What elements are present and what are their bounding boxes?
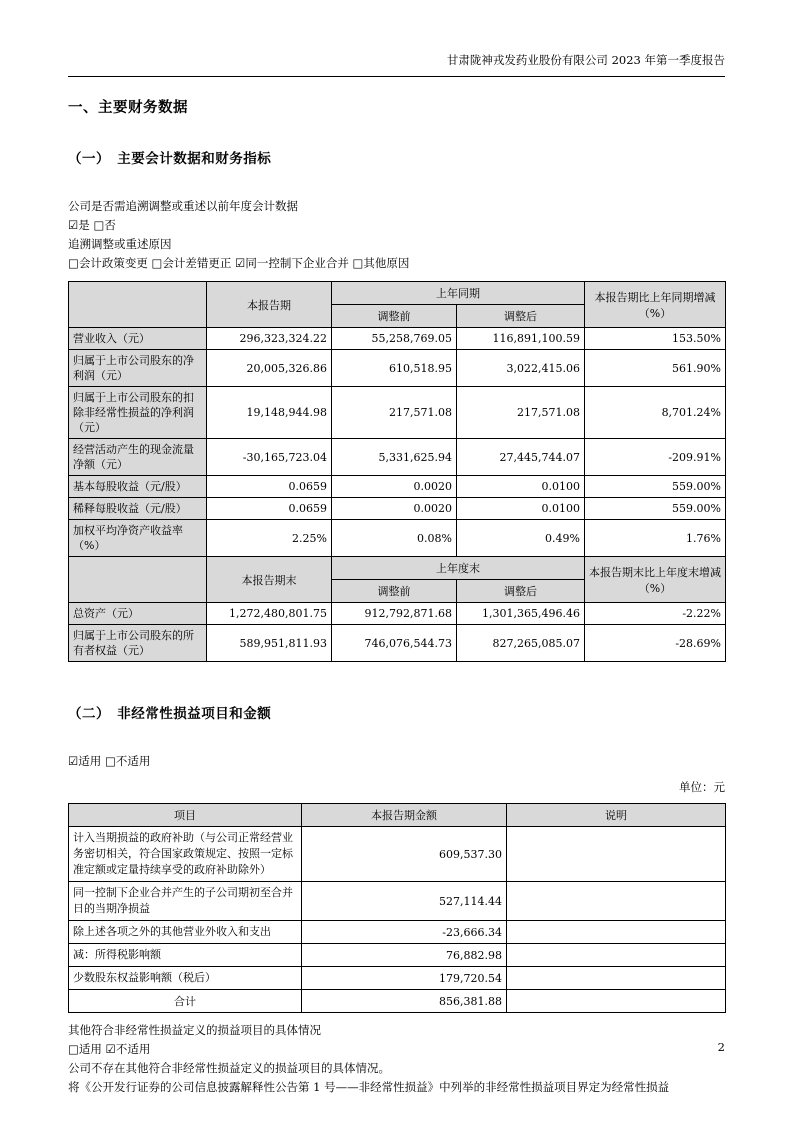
row-before: 610,518.95 xyxy=(332,350,457,387)
row-change: -28.69% xyxy=(585,625,726,662)
footnote-line-3: 公司不存在其他符合非经常性损益定义的损益项目的具体情况。 xyxy=(68,1061,390,1075)
header-before-adjust-2: 调整前 xyxy=(332,580,457,603)
row-change: 8,701.24% xyxy=(585,387,726,439)
row-label: 基本每股收益（元/股） xyxy=(69,476,207,498)
table-row xyxy=(69,350,726,387)
header-note: 说明 xyxy=(507,804,726,827)
table-row xyxy=(69,967,726,990)
table-header-row xyxy=(69,804,726,827)
header-before-adjust: 调整前 xyxy=(332,305,457,328)
main-financial-table xyxy=(68,281,726,662)
header-last-year-end: 上年度末 xyxy=(332,557,585,580)
header-current-period: 本报告期 xyxy=(207,282,332,328)
row-before: 0.0020 xyxy=(332,476,457,498)
row-after: 827,265,085.07 xyxy=(457,625,585,662)
row-before: 0.0020 xyxy=(332,498,457,520)
row-label: 归属于上市公司股东的扣除非经常性损益的净利润（元） xyxy=(69,387,207,439)
row-after: 27,445,744.07 xyxy=(457,439,585,476)
row-before: 746,076,544.73 xyxy=(332,625,457,662)
row-amount: 527,114.44 xyxy=(302,882,507,921)
nonrecurring-applicable: ☑适用 □不适用 xyxy=(68,754,151,768)
header-divider xyxy=(68,76,725,77)
table-row xyxy=(69,882,726,921)
row-note xyxy=(507,921,726,944)
row-amount: 609,537.30 xyxy=(302,827,507,882)
header-last-year-period: 上年同期 xyxy=(332,282,585,305)
row-before: 5,331,625.94 xyxy=(332,439,457,476)
table-row xyxy=(69,625,726,662)
row-note xyxy=(507,990,726,1013)
row-item: 少数股东权益影响额（税后） xyxy=(69,967,302,990)
footnote-line-1: 其他符合非经常性损益定义的损益项目的具体情况 xyxy=(68,1023,321,1037)
table-row xyxy=(69,520,726,557)
row-after: 3,022,415.06 xyxy=(457,350,585,387)
subsection-title-nonrecurring: （二） 非经常性损益项目和金额 xyxy=(68,706,272,722)
page-number: 2 xyxy=(717,1040,725,1054)
row-before: 55,258,769.05 xyxy=(332,328,457,350)
retro-reason-options: □会计政策变更 □会计差错更正 ☑同一控制下企业合并 □其他原因 xyxy=(68,256,410,270)
row-current: 0.0659 xyxy=(207,498,332,520)
row-after: 217,571.08 xyxy=(457,387,585,439)
retro-adjust-question: 公司是否需追溯调整或重述以前年度会计数据 xyxy=(68,199,298,213)
table-header-row-1 xyxy=(69,282,726,305)
row-after: 0.0100 xyxy=(457,476,585,498)
row-label: 归属于上市公司股东的所有者权益（元） xyxy=(69,625,207,662)
row-before: 912,792,871.68 xyxy=(332,603,457,625)
row-label: 归属于上市公司股东的净利润（元） xyxy=(69,350,207,387)
row-item: 减：所得税影响额 xyxy=(69,944,302,967)
header-amount: 本报告期金额 xyxy=(302,804,507,827)
table-row xyxy=(69,439,726,476)
page-content xyxy=(68,96,725,1097)
unit-label: 单位：元 xyxy=(679,780,725,794)
row-current: 2.25% xyxy=(207,520,332,557)
row-note xyxy=(507,827,726,882)
row-change: 559.00% xyxy=(585,476,726,498)
row-note xyxy=(507,944,726,967)
table-row xyxy=(69,921,726,944)
row-current: 0.0659 xyxy=(207,476,332,498)
table-row xyxy=(69,603,726,625)
row-current: 19,148,944.98 xyxy=(207,387,332,439)
row-label: 稀释每股收益（元/股） xyxy=(69,498,207,520)
table-row xyxy=(69,387,726,439)
table-row xyxy=(69,498,726,520)
row-item: 除上述各项之外的其他营业外收入和支出 xyxy=(69,921,302,944)
row-amount: 856,381.88 xyxy=(302,990,507,1013)
table-row xyxy=(69,827,726,882)
retro-adjust-answer: ☑是 □否 xyxy=(68,218,116,232)
row-label: 加权平均净资产收益率（%） xyxy=(69,520,207,557)
row-change: 559.00% xyxy=(585,498,726,520)
table-row xyxy=(69,328,726,350)
table-row xyxy=(69,476,726,498)
header-change-pct: 本报告期比上年同期增减（%） xyxy=(585,282,726,328)
row-current: -30,165,723.04 xyxy=(207,439,332,476)
row-before: 0.08% xyxy=(332,520,457,557)
row-change: 153.50% xyxy=(585,328,726,350)
footnote-line-2: □适用 ☑不适用 xyxy=(68,1042,151,1056)
row-amount: 76,882.98 xyxy=(302,944,507,967)
header-change-pct-2: 本报告期末比上年度末增减（%） xyxy=(585,557,726,603)
row-change: -209.91% xyxy=(585,439,726,476)
header-blank-corner-2 xyxy=(69,557,207,603)
row-current: 1,272,480,801.75 xyxy=(207,603,332,625)
row-after: 0.49% xyxy=(457,520,585,557)
retro-reason-label: 追溯调整或重述原因 xyxy=(68,237,172,251)
row-amount: -23,666.34 xyxy=(302,921,507,944)
row-after: 116,891,100.59 xyxy=(457,328,585,350)
row-note xyxy=(507,882,726,921)
row-amount: 179,720.54 xyxy=(302,967,507,990)
footnote-line-4: 将《公开发行证券的公司信息披露解释性公告第 1 号——非经常性损益》中列举的非经常性损益项目界定为经常性损益 xyxy=(68,1080,670,1094)
row-current: 589,951,811.93 xyxy=(207,625,332,662)
subsection-title-accounting-data: （一） 主要会计数据和财务指标 xyxy=(68,151,272,167)
header-blank-corner xyxy=(69,282,207,328)
table-row-total xyxy=(69,990,726,1013)
nonrecurring-items-table xyxy=(68,803,726,1013)
row-after: 1,301,365,496.46 xyxy=(457,603,585,625)
row-before: 217,571.08 xyxy=(332,387,457,439)
row-change: -2.22% xyxy=(585,603,726,625)
row-change: 561.90% xyxy=(585,350,726,387)
row-change: 1.76% xyxy=(585,520,726,557)
row-item: 合计 xyxy=(69,990,302,1013)
row-item: 同一控制下企业合并产生的子公司期初至合并日的当期净损益 xyxy=(69,882,302,921)
page-header: 甘肃陇神戎发药业股份有限公司 2023 年第一季度报告 xyxy=(446,53,725,67)
row-label: 总资产（元） xyxy=(69,603,207,625)
row-label: 经营活动产生的现金流量净额（元） xyxy=(69,439,207,476)
row-label: 营业收入（元） xyxy=(69,328,207,350)
row-current: 20,005,326.86 xyxy=(207,350,332,387)
row-current: 296,323,324.22 xyxy=(207,328,332,350)
header-item: 项目 xyxy=(69,804,302,827)
header-period-end: 本报告期末 xyxy=(207,557,332,603)
row-note xyxy=(507,967,726,990)
section-title-financial-data: 一、主要财务数据 xyxy=(68,99,188,116)
row-item: 计入当期损益的政府补助（与公司正常经营业务密切相关，符合国家政策规定、按照一定标准定额或定量持续享受的政府补助除外） xyxy=(69,827,302,882)
table-header-row-3 xyxy=(69,557,726,580)
header-after-adjust-2: 调整后 xyxy=(457,580,585,603)
table-row xyxy=(69,944,726,967)
row-after: 0.0100 xyxy=(457,498,585,520)
header-after-adjust: 调整后 xyxy=(457,305,585,328)
